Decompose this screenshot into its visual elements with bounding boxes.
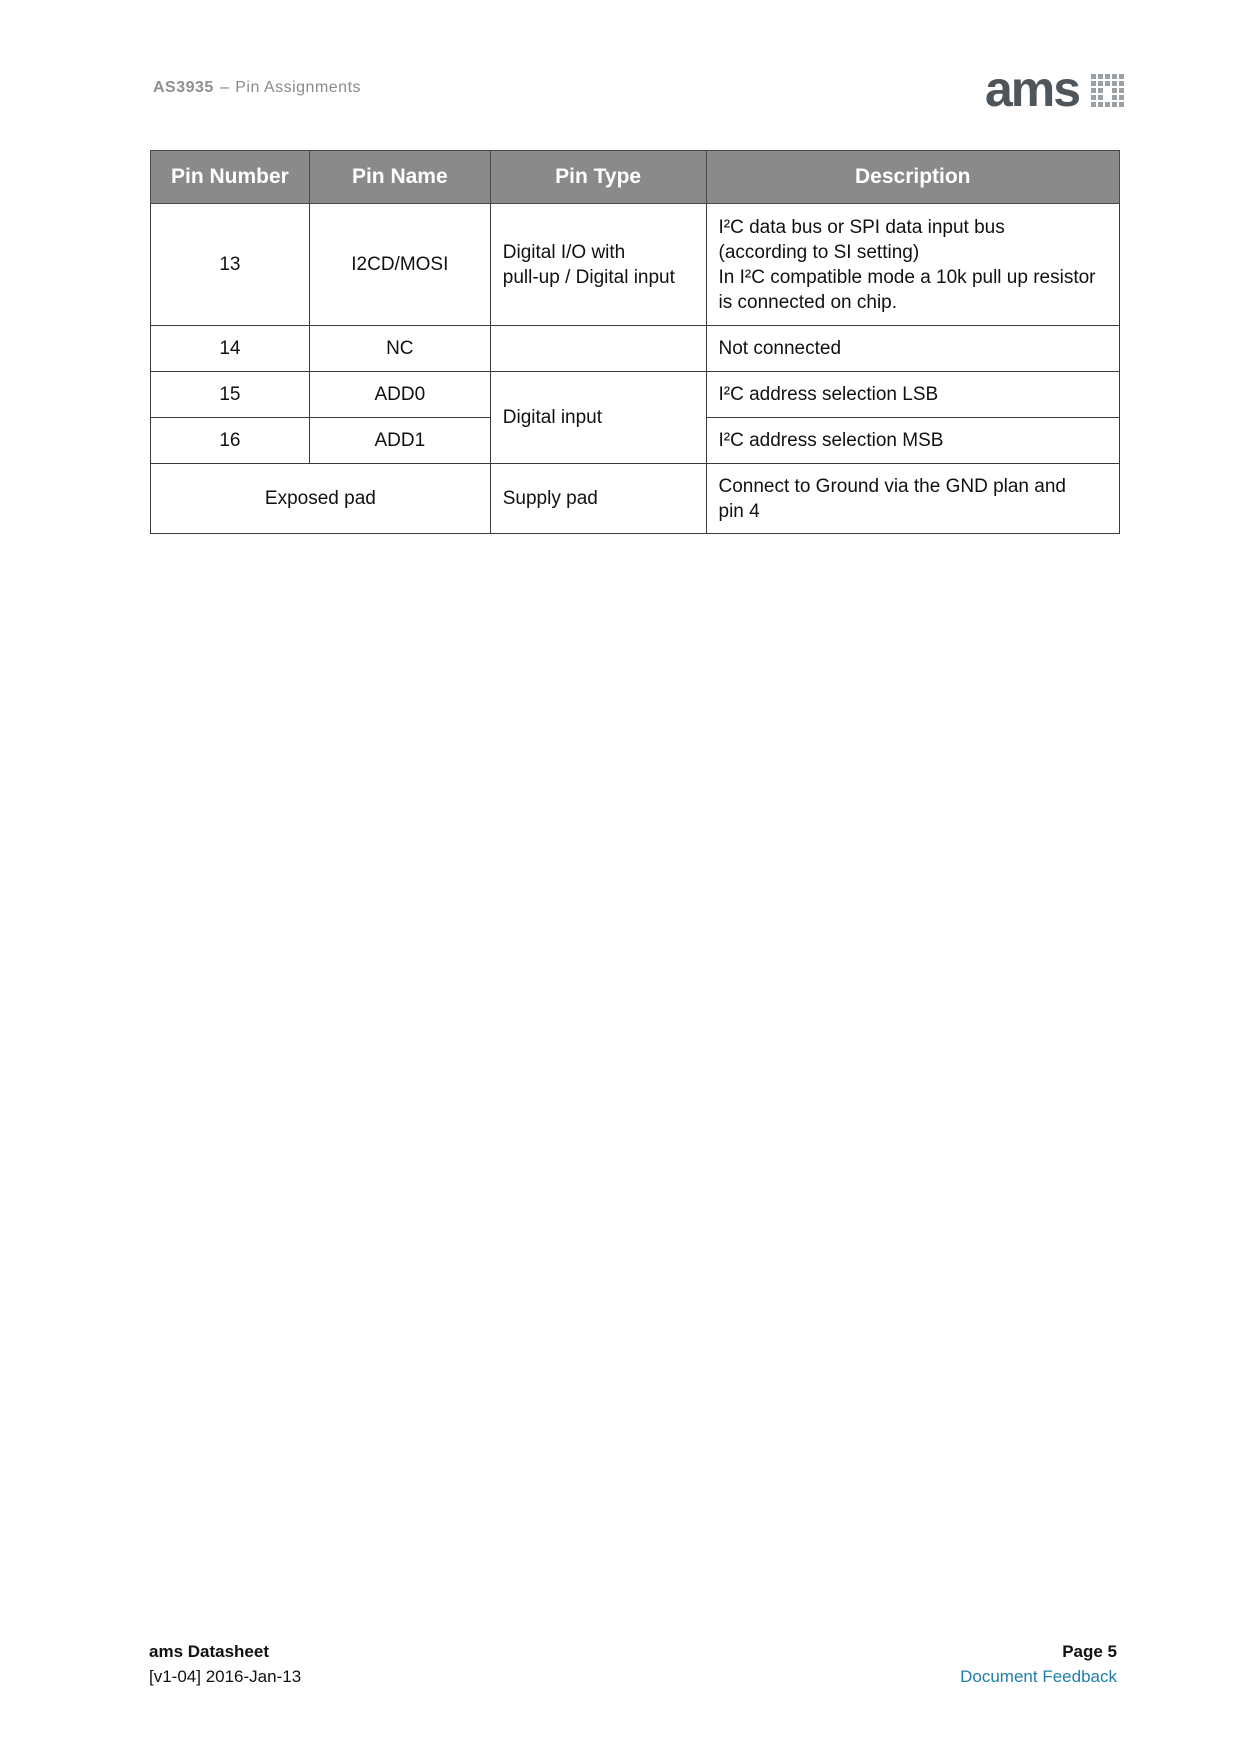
column-header-pin-type: Pin Type (490, 151, 706, 204)
pin-name-cell: NC (309, 326, 490, 372)
exposed-pad-cell: Exposed pad (151, 464, 491, 534)
footer-version: [v1-04] 2016-Jan-13 (149, 1667, 302, 1686)
section-title: Pin Assignments (235, 79, 362, 96)
pin-number-cell: 15 (151, 372, 310, 418)
pin-type-cell: Digital I/O with pull-up / Digital input (490, 204, 706, 326)
table-row (151, 204, 1120, 326)
pin-name-cell: ADD0 (309, 372, 490, 418)
description-cell: Not connected (706, 326, 1120, 372)
table-row (151, 372, 1120, 418)
footer-left (149, 1639, 301, 1689)
document-feedback-link[interactable]: Document Feedback (960, 1667, 1117, 1686)
footer-right (960, 1639, 1117, 1689)
description-cell: I²C data bus or SPI data input bus (according to SI setting) In I²C compatible mode a 10k pull up resistor is connected on chip. (706, 204, 1120, 326)
pin-number-cell: 16 (151, 418, 310, 464)
pin-type-cell (490, 326, 706, 372)
description-cell: I²C address selection MSB (706, 418, 1120, 464)
footer-doc-title: ams Datasheet (149, 1642, 270, 1661)
table-row (151, 326, 1120, 372)
column-header-pin-name: Pin Name (309, 151, 490, 204)
table-header-row (151, 151, 1120, 204)
column-header-pin-number: Pin Number (151, 151, 310, 204)
column-header-description: Description (706, 151, 1120, 204)
pin-number-cell: 14 (151, 326, 310, 372)
logo-text: ams (985, 70, 1080, 112)
pin-number-cell: 13 (151, 204, 310, 326)
description-cell: I²C address selection LSB (706, 372, 1120, 418)
pin-type-cell-merged: Digital input (490, 372, 706, 464)
pin-name-cell: ADD1 (309, 418, 490, 464)
table-row (151, 464, 1120, 534)
pin-name-cell: I2CD/MOSI (309, 204, 490, 326)
ams-logo (985, 70, 1129, 112)
pin-type-cell: Supply pad (490, 464, 706, 534)
header-separator: – (219, 79, 230, 96)
logo-dot-grid (1091, 74, 1124, 107)
page-number: Page 5 (1062, 1642, 1117, 1661)
running-header (153, 79, 361, 97)
description-cell: Connect to Ground via the GND plan and pin 4 (706, 464, 1120, 534)
pin-assignment-table (150, 150, 1120, 534)
document-id: AS3935 (153, 79, 214, 96)
